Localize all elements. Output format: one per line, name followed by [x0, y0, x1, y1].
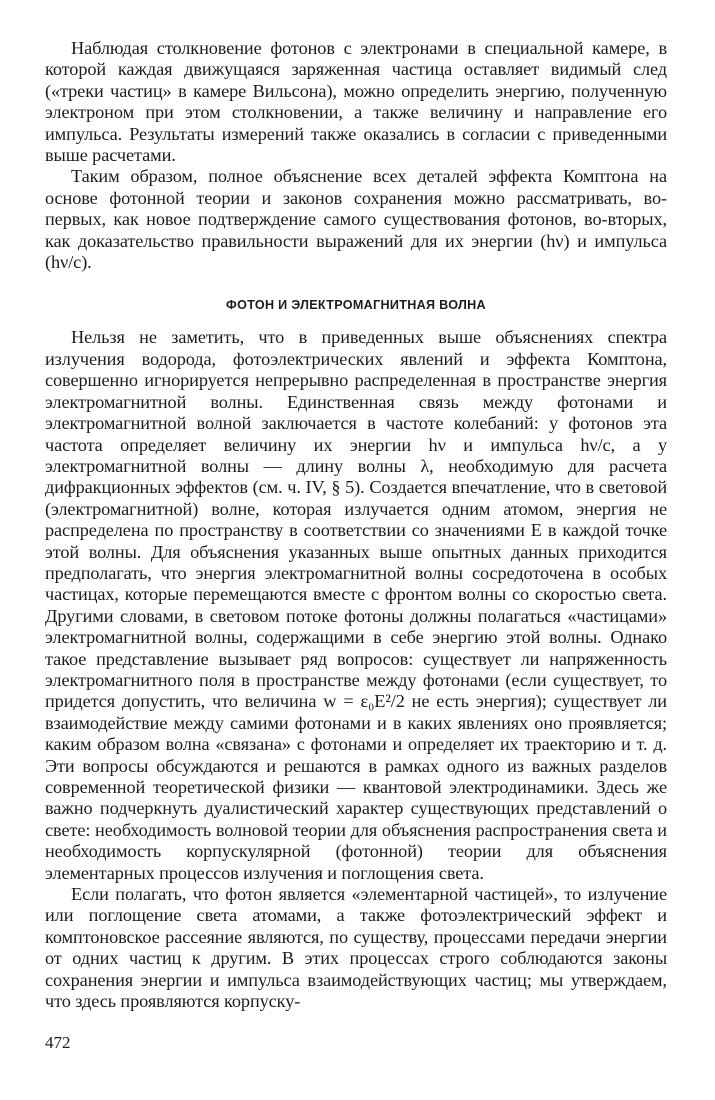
paragraph-compton-conclusion: Таким образом, полное объяснение всех деталей эффекта Комптона на основе фотонной теории и законов сохранения можно рассматривать, во-первых, как новое подтверждение самого существования фотонов, во-вторых, как доказательство правильности выражений для их энергии (hν) и импульса (hν/c). [45, 166, 667, 273]
paragraph-photon-particle: Если полагать, что фотон является «элементарной частицей», то излучение или поглощение света атомами, а также фотоэлектрический эффект и комптоновское рассеяние являются, по существу, процессами передачи энергии от одних частиц к другим. В этих процессах строго соблюдаются законы сохранения энергии и импульса взаимодействующих частиц; мы утверждаем, что здесь проявляются корпуску- [45, 884, 667, 1012]
paragraph-compton-measurements: Наблюдая столкновение фотонов с электронами в специальной камере, в которой каждая движущаяся заряженная частица оставляет видимый след («треки частиц» в камере Вильсона), можно определить энергию, полученную электроном при этом столкновении, а также величину и направление его импульса. Результаты измерений также оказались в согласии с приведенными выше расчетами. [45, 38, 667, 166]
page-body [45, 38, 667, 1068]
section-heading: ФОТОН И ЭЛЕКТРОМАГНИТНАЯ ВОЛНА [226, 298, 486, 313]
paragraph-photon-wave-duality: Нельзя не заметить, что в приведенных выше объяснениях спектра излучения водорода, фотоэлектрических явлений и эффекта Комптона, совершенно игнорируется непрерывно распределенная в пространстве энергия электромагнитной волны. Единственная связь между фотонами и электромагнитной волной заключается в частоте колебаний: у фотонов эта частота определяет величину их энергии hν и импульса hν/c, а у электромагнитной волны — длину волны λ, необходимую для расчета дифракционных эффектов (см. ч. IV, § 5). Создается впечатление, что в световой (электромагнитной) волне, которая излучается одним атомом, энергия не распределена по пространству в соответствии со значениями E в каждой точке этой волны. Для объяснения указанных выше опытных данных приходится предполагать, что энергия электромагнитной волны сосредоточена в особых частицах, которые перемещаются вместе с фронтом волны со скоростью света. Другими словами, в световом потоке фотоны должны полагаться «частицами» электромагнитной волны, содержащими в себе энергию этой волны. Однако такое представление вызывает ряд вопросов: существует ли напряженность электромагнитного поля в пространстве между фотонами (если существует, то придется допустить, что величина w = ε₀E²/2 не есть энергия); существует ли взаимодействие между самими фотонами и в каких явлениях оно проявляется; каким образом волна «связана» с фотонами и определяет их траекторию и т. д. Эти вопросы обсуждаются и решаются в рамках одного из важных разделов современной теоретической физики — квантовой электродинамики. Здесь же важно подчеркнуть дуалистический характер существующих представлений о свете: необходимость волновой теории для объяснения распространения света и необходимость корпускулярной (фотонной) теории для объяснения элементарных процессов излучения и поглощения света. [45, 327, 667, 883]
page-number: 472 [45, 1033, 71, 1052]
